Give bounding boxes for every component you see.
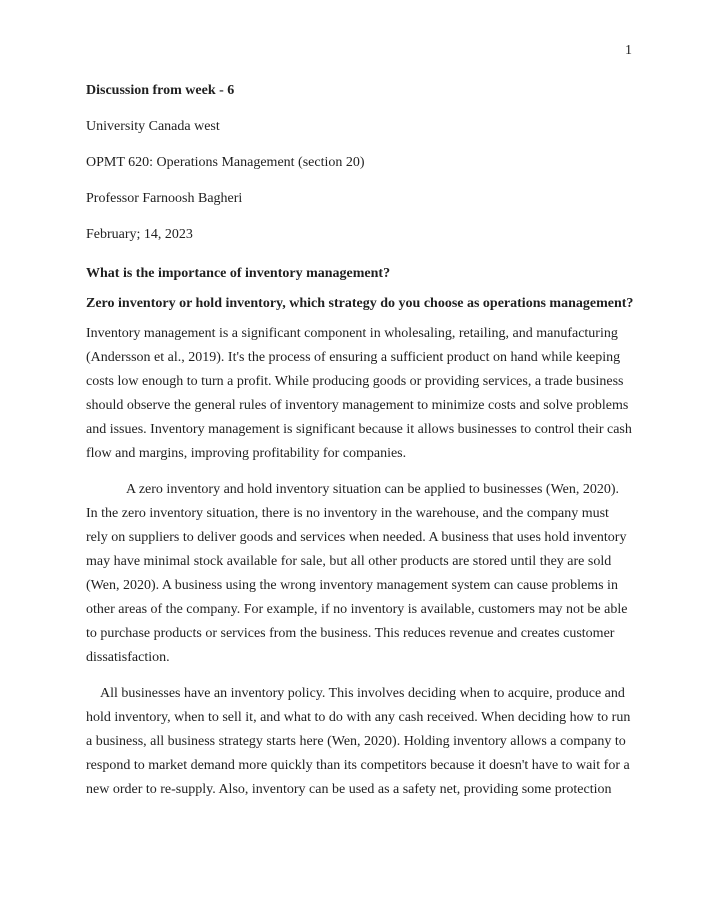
paragraph-1: Inventory management is a significant component in wholesaling, retailing, and manufacturing (Andersson et al., 2019). It's the process of ensuring a sufficient product on hand while keeping costs low enough to turn a profit. While producing goods or providing services, a trade business should observe the general rules of inventory management to minimize costs and solve problems and issues. Inventory management is significant because it allows businesses to control their cash flow and margins, improving profitability for companies.	[86, 326, 632, 461]
question-1: What is the importance of inventory management?	[86, 266, 391, 281]
document-body	[86, 82, 634, 802]
question-2: Zero inventory or hold inventory, which strategy do you choose as operations management?	[86, 296, 634, 311]
document-title: Discussion from week - 6	[86, 83, 235, 98]
course-name: OPMT 620: Operations Management (section 20)	[86, 155, 365, 170]
paragraph-2: A zero inventory and hold inventory situation can be applied to businesses (Wen, 2020). In the zero inventory situation, there is no inventory in the warehouse, and the company must rely on suppliers to deliver goods and services when needed. A business that uses hold inventory may have minimal stock available for sale, but all other products are stored until they are sold (Wen, 2020). A business using the wrong inventory management system can cause problems in other areas of the company. For example, if no inventory is available, customers may not be able to purchase products or services from the business. This reduces revenue and creates customer dissatisfaction.	[86, 482, 628, 665]
university-name: University Canada west	[86, 119, 220, 134]
document-date: February; 14, 2023	[86, 227, 193, 242]
paragraph-3: All businesses have an inventory policy. This involves deciding when to acquire, produce and hold inventory, when to sell it, and what to do with any cash received. When deciding how to run a business, all business strategy starts here (Wen, 2020). Holding inventory allows a company to respond to market demand more quickly than its competitors because it doesn't have to wait for a new order to re-supply. Also, inventory can be used as a safety net, providing some protection	[86, 686, 631, 797]
page-number: 1	[625, 43, 632, 58]
professor-name: Professor Farnoosh Bagheri	[86, 191, 243, 206]
